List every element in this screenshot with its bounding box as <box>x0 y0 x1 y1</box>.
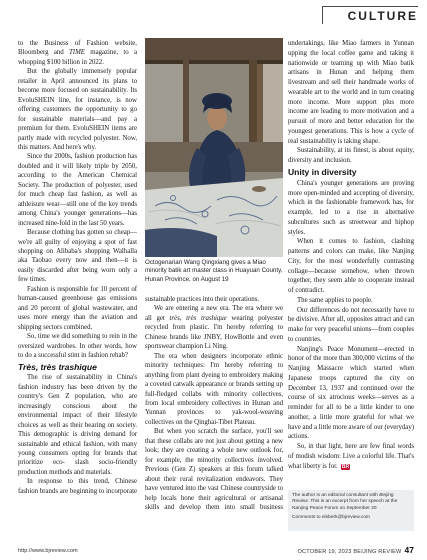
text-run: to the Business of Fashion website, Bloomberg and <box>18 40 137 57</box>
body-paragraph: In response to this trend, Chinese fashion brands are beginning to incorporate <box>18 478 137 495</box>
body-paragraph: China's younger generations are proving more open-minded and accepting of diversity, which in the fashionable framework has, for example, led to a rise in alternative subcultures such as streetwear and hiphop styles. <box>288 179 414 236</box>
publication-name: Beijing Review <box>292 493 394 505</box>
body-paragraph: Because clothing has gotten so cheap—we're all guilty of enjoying a spot of fast shopping on Alibaba's shopping Walhalla aka Taobao every now and then—it is easily discarded after being worn only a few times. <box>18 229 137 284</box>
footer-issue-info <box>298 545 415 557</box>
middle-column <box>145 295 283 512</box>
body-paragraph: Our differences do not necessarily have to be divisive. After all, opposites attract and can make for very peaceful unions—from couples to countries. <box>288 306 414 343</box>
left-column <box>18 39 137 496</box>
italic-phrase: très, très trashique <box>169 314 227 322</box>
section-subheading: Très, très trashique <box>18 361 97 372</box>
author-bio <box>292 493 410 512</box>
body-paragraph <box>288 442 414 471</box>
issue-date-title: OCTOBER 19, 2023 BEIJING REVIEW <box>297 549 402 555</box>
author-note-box <box>288 490 414 531</box>
section-label: CULTURE <box>347 9 418 23</box>
body-paragraph: The same applies to people. <box>297 296 373 304</box>
body-paragraph: Sustainability, at its finest, is about equity, diversity and inclusion. <box>288 147 414 164</box>
body-paragraph: sustainable practices into their operations. <box>145 296 260 303</box>
body-paragraph: Since the 2000s, fashion production has doubled and it will likely triple by 2050, according to the American Chemical Society. The production of polyester, used for much cheap fast fashion, as well as athleisure wear—still one of the key trends among China's younger generations—has increased nine-fold in the last 50 years. <box>18 153 137 227</box>
body-paragraph: So, time we did something to rein in the oversized wardrobes. In other words, how to do a successful stint in fashion rehab? <box>18 333 137 359</box>
author-contact: Comments to elsbeth@bjreview.com <box>292 515 370 521</box>
photo-caption: Octogenarian Wang Qingxiang gives a Miao minority batik art master class in Huayuan County, Hunan Province, on August 19 <box>145 259 283 283</box>
photo-illustration <box>145 38 283 257</box>
section-subheading: Unity in diversity <box>288 167 357 178</box>
right-column <box>288 39 414 471</box>
text-run: The author is an editorial consultant with <box>292 493 380 498</box>
end-of-article-logo: BR <box>341 463 350 470</box>
body-paragraph: But the globally immensely popular retailer in April announced its plans to become more focused on sustainability. Its EvoluSHEIN line, for instance, is now offering customers the opportunity to go for sustainable materials—and pay a premium for them. EvoluSHEIN items are partly made with recycled polyester. Now, this matters. And here's why. <box>18 68 137 151</box>
body-paragraph: The rise of sustainability in China's fashion industry has been driven by the country's Gen Z population, who are increasingly conscious about the environmental impact of their lifestyle choices as well as their bearing on society. This demographic is driving demand for sustainable and ethical fashion, with many young consumers opting for brands that prioritize eco- slash socio-friendly production methods and materials. <box>18 374 137 476</box>
publication-name: TIME <box>69 49 85 57</box>
page-number: 47 <box>404 545 414 555</box>
body-paragraph: undertakings, like Miao farmers in Yunnan upping the local coffee game and taking it nationwide or teaming up with Miao batik artisans in Hunan and helping them livestream and sell their handmade works of wearable art to the world and in turn creating more income. More support plus more income are leading to more motivation and a pursuit of more and better education for the youngest generations. This is how a cycle of real sustainability is taking shape. <box>288 40 414 145</box>
body-paragraph: Fashion is responsible for 10 percent of human-caused greenhouse gas emissions and 20 percent of global wastewater, and uses more energy than the aviation and shipping sectors combined. <box>18 285 137 331</box>
body-paragraph: But when you scratch the surface, you'll see that these collabs are not just about getting a new look; they are creating a whole new outlook for, for example, the minority collectives involved. Previous (Gen Z) speakers at this forum talked about their rural revitalization endeavors. They have ventured into the vast Chinese countryside to help locals hone their agricultural or artisanal skills and develop them into small business <box>145 428 283 511</box>
body-paragraph <box>145 304 283 351</box>
body-paragraph: The era when designers incorporate ethnic minority techniques: I'm hereby referring to anything from plant dyeing to embroidery making a coveted catwalk appearance or brands setting up full-fledged collabs with minority collectives, from local embroidery collectives in Hunan and Yunnan provinces to yak-wool-weaving collectives on the Qinghai-Tibet Plateau. <box>145 352 283 426</box>
body-paragraph: Nanjing's Peace Monument—erected in honor of the more than 300,000 victims of the Nanjing Massacre which started when Japanese troops captured the city on December 13, 1937 and continued over the course of six atrocious weeks—serves as a reminder for all to be a little kinder to one another, a little more grateful for what we have and a little more aware of our (everyday) actions. <box>288 345 414 441</box>
batik-class-photo <box>145 38 283 257</box>
text-run: We are entering a new era. The era where we all get <box>145 305 283 322</box>
text-run: wearing polyester recycled from plastic. I'm hereby referring to Chinese brands like JNBY, HowBottle and even sportswear champion Li Ning. <box>145 314 283 351</box>
text-run: So, in that light, here are few final words of modish wisdom: Live a colorful life. That's what liberty is for. <box>288 443 414 470</box>
text-run: magazine, to a whopping $100 billion in 2022. <box>18 49 137 66</box>
text-run: . This is an excerpt from her speech at the Nanjing Peace Forum on September 20 <box>292 499 398 511</box>
body-paragraph <box>18 39 137 67</box>
section-tab <box>322 6 418 24</box>
body-paragraph: When it comes to fashion, clashing patterns and colors can make, like Nanjing City, for the most wonderfully contrasting collage—because somehow, when thrown together, they seem able to cooperate instead of contradict. <box>288 238 414 294</box>
footer-website: http://www.bjreview.com <box>18 548 78 554</box>
